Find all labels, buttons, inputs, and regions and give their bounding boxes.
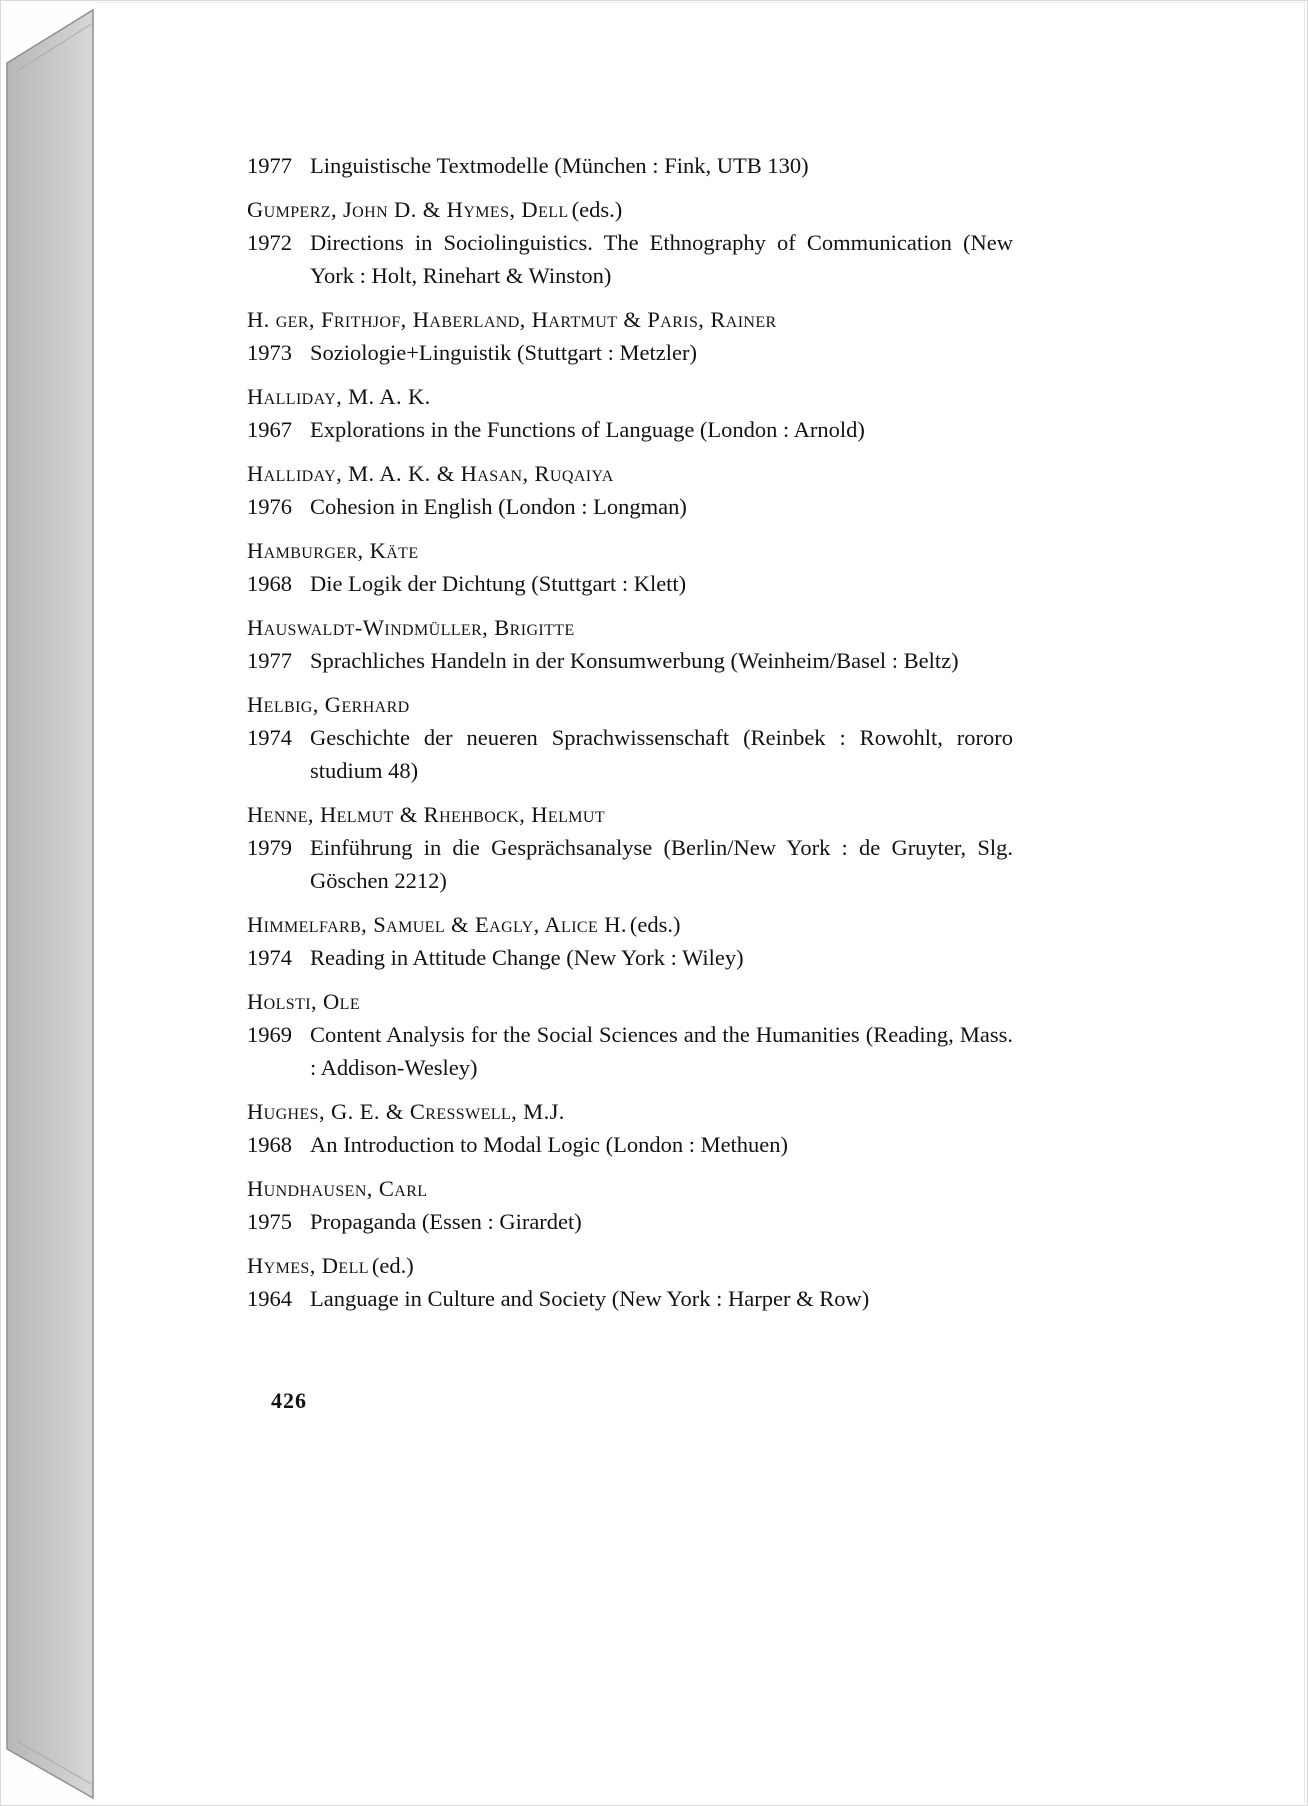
work-title: Geschichte der neueren Sprachwissenschaft (Reinbek : Rowohlt, rororo studium 48) (310, 725, 1013, 783)
work-year: 1979 (247, 835, 292, 860)
work-year: 1976 (247, 494, 292, 519)
work-line (247, 490, 1013, 523)
author-line (247, 457, 1013, 490)
work-title: Content Analysis for the Social Sciences and the Humanities (Reading, Mass. : Addison-Wesley) (310, 1022, 1013, 1080)
author-line (247, 1249, 1013, 1282)
author-name: Helbig, Gerhard (247, 692, 410, 717)
work-year: 1967 (247, 417, 292, 442)
work-year: 1977 (247, 153, 292, 178)
author-name: Halliday, M. A. K. & Hasan, Ruqaiya (247, 461, 614, 486)
work-title: Die Logik der Dichtung (Stuttgart : Klett) (310, 571, 687, 596)
author-line (247, 380, 1013, 413)
work-line (247, 1282, 1013, 1315)
author-name: Henne, Helmut & Rhehbock, Helmut (247, 802, 605, 827)
work-title: Sprachliches Handeln in der Konsumwerbung (Weinheim/Basel : Beltz) (310, 648, 959, 673)
author-line (247, 534, 1013, 567)
works (247, 1282, 1013, 1315)
work-year: 1973 (247, 340, 292, 365)
work-year: 1964 (247, 1286, 292, 1311)
work-title: Linguistische Textmodelle (München : Fink, UTB 130) (310, 153, 809, 178)
works (247, 226, 1013, 292)
bibliography-entry (247, 1172, 1013, 1238)
author-name: Himmelfarb, Samuel & Eagly, Alice H. (247, 912, 627, 937)
bibliography-entry (247, 457, 1013, 523)
author-name: Hundhausen, Carl (247, 1176, 428, 1201)
bibliography-entry (247, 908, 1013, 974)
author-line (247, 908, 1013, 941)
author-line (247, 985, 1013, 1018)
work-line (247, 226, 1013, 292)
work-title: Directions in Sociolinguistics. The Ethnography of Communication (New York : Holt, Rinehart & Winston) (310, 230, 1013, 288)
author-name: Hauswaldt-Windmüller, Brigitte (247, 615, 575, 640)
work-year: 1968 (247, 571, 292, 596)
author-suffix: (eds.) (571, 197, 623, 222)
author-suffix: (ed.) (371, 1253, 414, 1278)
work-line (247, 941, 1013, 974)
works (247, 721, 1013, 787)
bibliography-entry (247, 534, 1013, 600)
work-line (247, 336, 1013, 369)
work-title: Reading in Attitude Change (New York : Wiley) (310, 945, 744, 970)
works (247, 831, 1013, 897)
work-title: Propaganda (Essen : Girardet) (310, 1209, 582, 1234)
author-name: Halliday, M. A. K. (247, 384, 431, 409)
works (247, 1205, 1013, 1238)
bibliography-entry (247, 688, 1013, 787)
bibliography-entry (247, 1249, 1013, 1315)
work-year: 1977 (247, 648, 292, 673)
work-year: 1969 (247, 1022, 292, 1047)
works (247, 1128, 1013, 1161)
author-name: Gumperz, John D. & Hymes, Dell (247, 197, 569, 222)
work-title: An Introduction to Modal Logic (London : Methuen) (310, 1132, 789, 1157)
work-line (247, 567, 1013, 600)
bibliography-entry (247, 149, 1013, 182)
work-year: 1968 (247, 1132, 292, 1157)
work-line (247, 1205, 1013, 1238)
work-year: 1972 (247, 230, 292, 255)
work-title: Einführung in die Gesprächsanalyse (Berlin/New York : de Gruyter, Slg. Göschen 2212) (310, 835, 1013, 893)
author-name: H. ger, Frithjof, Haberland, Hartmut & Paris, Rainer (247, 307, 777, 332)
work-title: Language in Culture and Society (New York : Harper & Row) (310, 1286, 870, 1311)
work-year: 1975 (247, 1209, 292, 1234)
bibliography-entry (247, 985, 1013, 1084)
author-line (247, 798, 1013, 831)
bibliography-entry (247, 303, 1013, 369)
author-line (247, 193, 1013, 226)
work-line (247, 149, 1013, 182)
work-year: 1974 (247, 945, 292, 970)
works (247, 490, 1013, 523)
bibliography-entry (247, 380, 1013, 446)
works (247, 149, 1013, 182)
author-suffix: (eds.) (629, 912, 681, 937)
author-line (247, 688, 1013, 721)
author-name: Hamburger, Käte (247, 538, 419, 563)
works (247, 413, 1013, 446)
work-title: Cohesion in English (London : Longman) (310, 494, 687, 519)
author-name: Holsti, Ole (247, 989, 361, 1014)
bibliography-entry (247, 193, 1013, 292)
work-line (247, 831, 1013, 897)
bibliography-entry (247, 1095, 1013, 1161)
work-line (247, 1018, 1013, 1084)
work-title: Explorations in the Functions of Language (London : Arnold) (310, 417, 865, 442)
page-number: 426 (271, 1388, 307, 1413)
works (247, 1018, 1013, 1084)
work-year: 1974 (247, 725, 292, 750)
works (247, 644, 1013, 677)
works (247, 567, 1013, 600)
work-line (247, 644, 1013, 677)
work-line (247, 1128, 1013, 1161)
bibliography-list (247, 149, 1013, 1326)
works (247, 941, 1013, 974)
author-line (247, 303, 1013, 336)
bibliography-entry (247, 611, 1013, 677)
author-name: Hymes, Dell (247, 1253, 369, 1278)
author-line (247, 611, 1013, 644)
works (247, 336, 1013, 369)
work-line (247, 413, 1013, 446)
page-surface (94, 2, 1305, 1804)
bibliography-entry (247, 798, 1013, 897)
work-line (247, 721, 1013, 787)
author-name: Hughes, G. E. & Cresswell, M.J. (247, 1099, 565, 1124)
work-title: Soziologie+Linguistik (Stuttgart : Metzler) (310, 340, 698, 365)
author-line (247, 1172, 1013, 1205)
author-line (247, 1095, 1013, 1128)
